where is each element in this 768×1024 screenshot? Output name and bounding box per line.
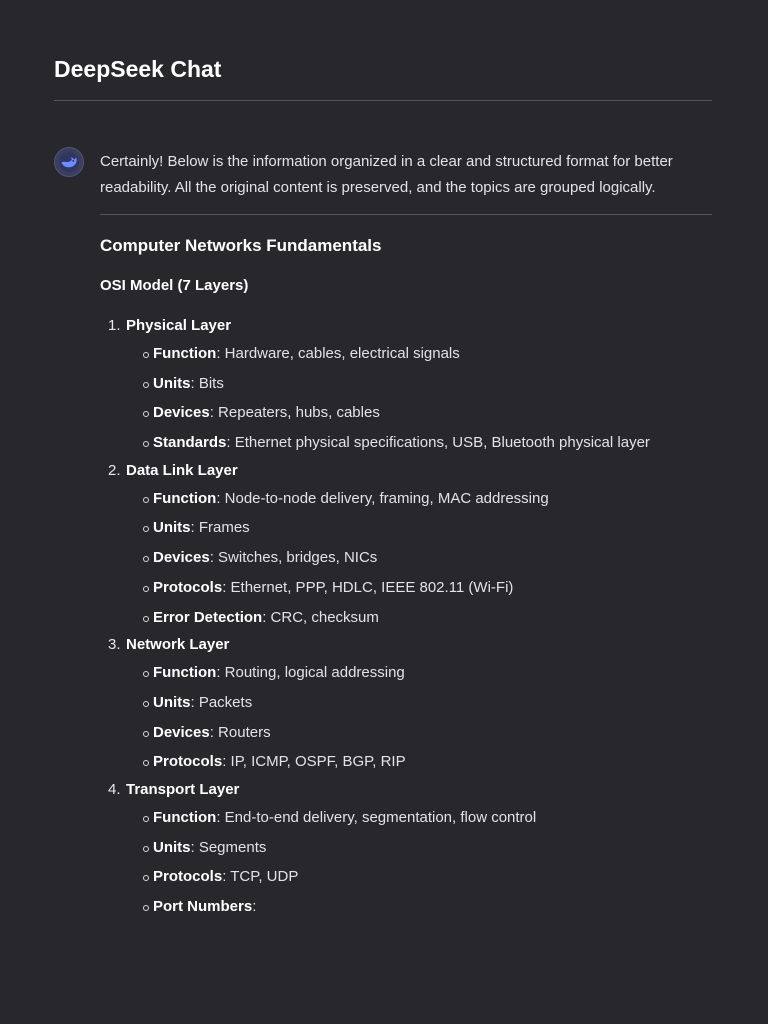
list-item xyxy=(126,547,712,569)
circle-bullet-icon xyxy=(143,816,149,822)
layer-name: Data Link Layer xyxy=(126,461,238,479)
list-item xyxy=(126,722,712,744)
circle-bullet-icon xyxy=(143,905,149,911)
layer-name: Physical Layer xyxy=(126,317,232,334)
circle-bullet-icon xyxy=(143,616,149,622)
message-content xyxy=(100,149,712,973)
list-item xyxy=(126,488,712,510)
detail-value: : Repeaters, hubs, cables xyxy=(209,404,380,422)
list-item xyxy=(126,751,712,773)
detail-value: : Ethernet, PPP, HDLC, IEEE 802.11 (Wi-Fi) xyxy=(222,578,514,596)
detail-key: Units xyxy=(153,693,191,711)
detail-key: Function xyxy=(153,664,217,682)
detail-value: : End-to-end delivery, segmentation, flow control xyxy=(216,808,537,826)
circle-bullet-icon xyxy=(143,760,149,766)
detail-key: Function xyxy=(153,808,217,826)
section-heading: Computer Networks Fundamentals xyxy=(100,236,382,255)
scroll-fade xyxy=(100,955,712,975)
section-subheading: OSI Model (7 Layers) xyxy=(100,277,249,294)
detail-key: Standards xyxy=(153,434,227,452)
chat-header xyxy=(54,54,712,84)
detail-value: : Bits xyxy=(190,374,224,392)
detail-value: : IP, ICMP, OSPF, BGP, RIP xyxy=(222,753,406,771)
list-number: 3. xyxy=(108,636,121,654)
detail-value: : Ethernet physical specifications, USB, Bluetooth physical layer xyxy=(226,434,650,452)
list-item xyxy=(126,517,712,539)
detail-key: Protocols xyxy=(153,753,223,771)
detail-key: Error Detection xyxy=(153,608,263,626)
circle-bullet-icon xyxy=(143,526,149,532)
circle-bullet-icon xyxy=(143,556,149,562)
circle-bullet-icon xyxy=(143,497,149,503)
list-item xyxy=(126,432,712,454)
circle-bullet-icon xyxy=(143,875,149,881)
section-divider xyxy=(100,214,712,215)
list-number: 1. xyxy=(108,317,121,334)
list-item xyxy=(100,458,712,629)
detail-value: : Packets xyxy=(190,693,253,711)
list-item xyxy=(126,607,712,629)
detail-list xyxy=(126,662,712,773)
detail-value: : xyxy=(252,898,257,915)
layer-name: Transport Layer xyxy=(126,780,240,798)
circle-bullet-icon xyxy=(143,586,149,592)
list-item xyxy=(126,662,712,684)
detail-key: Function xyxy=(153,345,217,362)
detail-value: : Routing, logical addressing xyxy=(216,664,405,682)
list-item xyxy=(100,313,712,454)
detail-value: : Switches, bridges, NICs xyxy=(209,549,378,567)
detail-value: : Segments xyxy=(190,838,267,856)
detail-value: : Frames xyxy=(190,519,250,537)
header-divider xyxy=(54,100,712,101)
list-item xyxy=(126,577,712,599)
detail-list xyxy=(126,343,712,454)
detail-value: : Node-to-node delivery, framing, MAC addressing xyxy=(216,489,549,507)
circle-bullet-icon xyxy=(143,701,149,707)
assistant-avatar xyxy=(54,147,84,177)
circle-bullet-icon xyxy=(143,352,149,358)
circle-bullet-icon xyxy=(143,731,149,737)
list-item xyxy=(100,777,712,918)
detail-key: Protocols xyxy=(153,868,223,886)
list-number: 2. xyxy=(108,461,121,479)
list-item xyxy=(126,343,712,365)
detail-key: Protocols xyxy=(153,578,223,596)
detail-list xyxy=(126,807,712,918)
list-item xyxy=(126,807,712,829)
list-number: 4. xyxy=(108,780,121,798)
circle-bullet-icon xyxy=(143,411,149,417)
detail-key: Devices xyxy=(153,404,210,422)
list-item xyxy=(126,402,712,424)
circle-bullet-icon xyxy=(143,846,149,852)
circle-bullet-icon xyxy=(143,441,149,447)
detail-value: : Routers xyxy=(209,723,271,741)
deepseek-whale-icon xyxy=(58,151,80,173)
detail-key: Port Numbers xyxy=(153,898,253,915)
list-item xyxy=(100,632,712,773)
app-title: DeepSeek Chat xyxy=(54,56,222,82)
osi-layer-list xyxy=(100,313,712,918)
layer-name: Network Layer xyxy=(126,636,230,654)
detail-key: Units xyxy=(153,838,191,856)
list-item xyxy=(126,692,712,714)
list-item xyxy=(126,373,712,395)
circle-bullet-icon xyxy=(143,671,149,677)
detail-key: Function xyxy=(153,489,217,507)
list-item xyxy=(126,896,712,918)
detail-key: Units xyxy=(153,519,191,537)
list-item xyxy=(126,837,712,859)
detail-value: : Hardware, cables, electrical signals xyxy=(216,345,460,362)
list-item xyxy=(126,866,712,888)
detail-key: Devices xyxy=(153,549,210,567)
detail-key: Units xyxy=(153,374,191,392)
detail-value: : TCP, UDP xyxy=(222,868,299,886)
detail-list xyxy=(126,488,712,629)
intro-text: Certainly! Below is the information organized in a clear and structured format for better readability. All the original content is preserved, and the topics are grouped logically. xyxy=(100,153,673,196)
detail-value: : CRC, checksum xyxy=(262,608,379,626)
detail-key: Devices xyxy=(153,723,210,741)
circle-bullet-icon xyxy=(143,382,149,388)
